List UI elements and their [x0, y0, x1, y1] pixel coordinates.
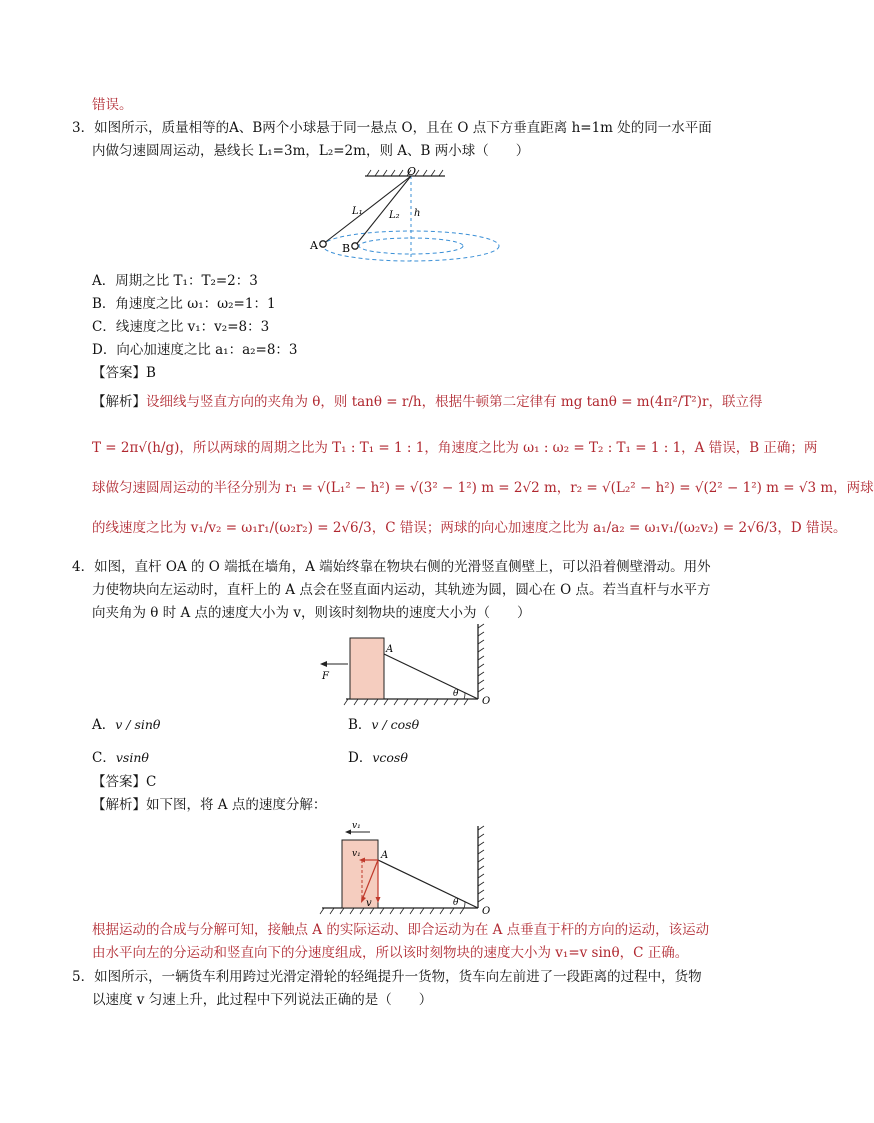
q4-fig-label-o: O	[482, 696, 491, 707]
q4-stem-line3: 向夹角为 θ 时 A 点的速度大小为 v，则该时刻物块的速度大小为（ ）	[92, 605, 531, 621]
q3-fig-label-b: B	[342, 242, 351, 255]
q3-fig-label-h: h	[414, 208, 421, 219]
q3-fig-label-l1: L₁	[352, 206, 363, 217]
q4-option-c: C．vsinθ	[92, 750, 149, 766]
q4-analysis-figure	[318, 820, 498, 916]
q3-option-a: A．周期之比 T₁：T₂=2：3	[92, 273, 258, 289]
q3-analysis-line1: 【解析】设细线与竖直方向的夹角为 θ，则 tanθ = r/h，根据牛顿第二定律有 mg tanθ = m(4π²/T²)r，联立得	[92, 394, 763, 410]
q4-analysis-line3: 由水平向左的分运动和竖直向下的分速度组成，所以该时刻物块的速度大小为 v₁=v sinθ，C 正确。	[92, 945, 689, 961]
q4-fig-label-a: A	[386, 644, 394, 655]
q4-fig-label-f: F	[322, 671, 329, 682]
q4-analysis-line1: 【解析】如下图，将 A 点的速度分解：	[92, 797, 327, 813]
q4-option-b: B．v / cosθ	[348, 717, 420, 733]
q5-number: 5．	[72, 969, 95, 985]
q4-analysis-label-theta: θ	[453, 898, 459, 908]
q4-analysis-line2: 根据运动的合成与分解可知，接触点 A 的实际运动、即合运动为在 A 点垂直于杆的方向的运动，该运动	[92, 922, 710, 938]
q3-option-c: C．线速度之比 v₁：v₂=8：3	[92, 319, 270, 335]
q3-analysis-line2: T = 2π√(h/g)，所以两球的周期之比为 T₁ : T₁ = 1 : 1，角速度之比为 ω₁ : ω₂ = T₂ : T₁ = 1 : 1，A 错误，B 正确；两	[92, 440, 818, 456]
q3-option-d: D．向心加速度之比 a₁：a₂=8：3	[92, 342, 298, 358]
q3-option-b: B．角速度之比 ω₁：ω₂=1：1	[92, 296, 276, 312]
q4-stem-line1: 4．如图，直杆 OA 的 O 端抵在墙角，A 端始终靠在物块右侧的光滑竖直侧壁上，可以沿着侧壁滑动。用外	[72, 559, 711, 575]
q4-number: 4．	[72, 559, 95, 575]
q4-option-d: D．vcosθ	[348, 750, 408, 766]
q3-number: 3．	[72, 120, 95, 136]
q3-fig-label-a: A	[310, 239, 318, 252]
q4-analysis-label-v1: v₁	[352, 849, 361, 859]
previous-analysis-tail: 错误。	[92, 97, 133, 113]
q4-analysis-label-v1-top: v₁	[352, 821, 361, 831]
q4-answer: 【答案】C	[92, 774, 157, 790]
q3-fig-label-l2: L₂	[389, 210, 400, 221]
q3-analysis-line4: 的线速度之比为 v₁/v₂ = ω₁r₁/(ω₂r₂) = 2√6/3，C 错误；两球的向心加速度之比为 a₁/a₂ = ω₁v₁/(ω₂v₂) = 2√6/3，D 错误。	[92, 520, 847, 536]
q5-stem-line1: 5．如图所示，一辆货车利用跨过光滑定滑轮的轻绳提升一货物，货车向左前进了一段距离的过程中，货物	[72, 969, 702, 985]
q4-stem-line2: 力使物块向左运动时，直杆上的 A 点会在竖直面内运动，其轨迹为圆，圆心在 O 点。若当直杆与水平方	[92, 582, 711, 598]
q5-stem-line2: 以速度 v 匀速上升，此过程中下列说法正确的是（ ）	[92, 992, 433, 1008]
q4-figure	[318, 622, 498, 710]
q3-answer: 【答案】B	[92, 365, 156, 381]
q4-option-a: A．v / sinθ	[92, 717, 161, 733]
q4-analysis-label-o: O	[482, 906, 491, 917]
q3-fig-label-o: O	[407, 165, 417, 178]
q3-analysis-line3: 球做匀速圆周运动的半径分别为 r₁ = √(L₁² − h²) = √(3² − 1²) m = 2√2 m，r₂ = √(L₂² − h²) = √(2² − 1²) m = √3 m，两球	[92, 480, 874, 496]
q4-fig-label-theta: θ	[453, 689, 459, 699]
q3-stem-line2: 内做匀速圆周运动，悬线长 L₁=3m，L₂=2m，则 A、B 两小球（ ）	[92, 143, 530, 159]
q3-figure	[305, 166, 515, 266]
q3-stem-line1: 3．如图所示，质量相等的A、B两个小球悬于同一悬点 O，且在 O 点下方垂直距离 h=1m 处的同一水平面	[72, 120, 712, 136]
q4-analysis-label-a: A	[381, 850, 389, 861]
q4-analysis-label-v: v	[366, 898, 372, 909]
